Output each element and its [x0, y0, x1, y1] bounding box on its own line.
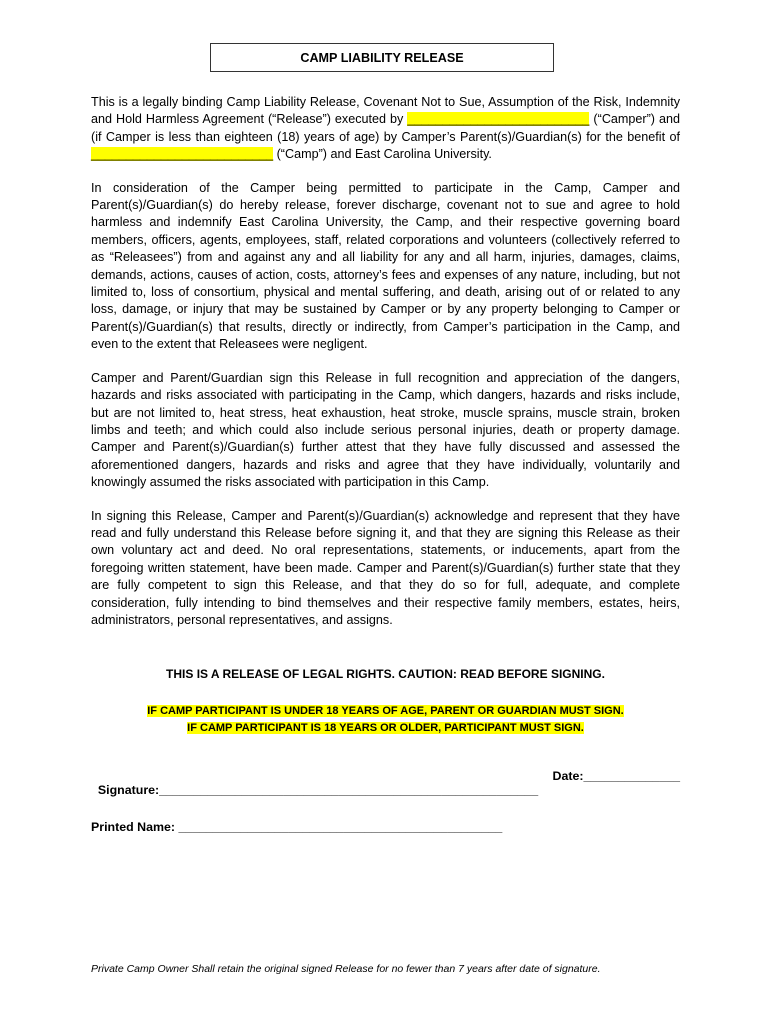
release-body: [91, 94, 680, 645]
signature-field[interactable]: Signature:_______________________________________________________: [97, 783, 539, 797]
camp-name-blank[interactable]: __________________________: [91, 147, 274, 162]
document-title: CAMP LIABILITY RELEASE: [210, 43, 554, 72]
paragraph-acknowledgement: In signing this Release, Camper and Parent(s)/Guardian(s) acknowledge and represent that they have read and fully understand this Release before signing it, and that they are signing this Release as their own voluntary act and deed. No oral representations, statements, or inducements, apart from the foregoing written statement, have been made. Camper and Parent(s)/Guardian(s) further state that they are fully competent to sign this Release, and that they do so for full, adequate, and complete consideration, fully intending to bind themselves and their respective family members, estates, heirs, administrators, personal representatives, and assigns.: [91, 508, 680, 627]
caution-heading: THIS IS A RELEASE OF LEGAL RIGHTS. CAUTION: READ BEFORE SIGNING.: [166, 667, 605, 681]
warning-under-18: IF CAMP PARTICIPANT IS UNDER 18 YEARS OF AGE, PARENT OR GUARDIAN MUST SIGN.: [147, 705, 624, 717]
paragraph-consideration: In consideration of the Camper being permitted to participate in the Camp, Camper and Parent(s)/Guardian(s) do hereby release, forever discharge, covenant not to sue and agree to hold harmless and indemnify East Carolina University, the Camp, and their respective governing board members, officers, agents, employees, staff, related corporations and volunteers (collectively referred to as “Releasees”) from and against any and all liability for any and all harm, injuries, damages, claims, demands, actions, causes of action, costs, attorney’s fees and expenses of any nature, including, but not limited to, loss of consortium, physical and mental suffering, and death, arising out of or related to any loss, damage, or injury that may be sustained by Camper or by any property belonging to Camper or Parent(s)/Guardian(s) that results, directly or indirectly, from Camper’s participation in the Camp, and even to the extent that Releasees were negligent.: [91, 180, 680, 352]
agreement-text-1: This is a legally binding Camp Liability Release, Covenant Not to Sue, Assumption of the Risk, Indemnity and Hold Harmless Agreement (“Release”) executed by: [91, 95, 680, 127]
paragraph-agreement: [91, 94, 680, 164]
printed-name-field[interactable]: Printed Name: _______________________________________________: [91, 820, 503, 834]
retention-footer: Private Camp Owner Shall retain the original signed Release for no fewer than 7 years after date of signature.: [91, 963, 601, 975]
agreement-text-3: (“Camp”) and East Carolina University.: [273, 147, 492, 162]
signature-row: [91, 769, 680, 811]
warning-18-or-older: IF CAMP PARTICIPANT IS 18 YEARS OR OLDER, PARTICIPANT MUST SIGN.: [187, 721, 584, 734]
signing-warning: [91, 703, 680, 736]
camper-name-blank[interactable]: __________________________: [407, 112, 590, 127]
paragraph-risks: Camper and Parent/Guardian sign this Release in full recognition and appreciation of the dangers, hazards and risks associated with participating in the Camp, which dangers, hazards and risks include, but are not limited to, heat stress, heat exhaustion, heat stroke, muscle sprains, muscle strain, broken limbs and teeth; and which could also include serious personal injuries, death or property damage. Camper and Parent(s)/Guardian(s) further attest that they have fully discussed and assessed the aforementioned dangers, hazards and risks and agree that they have individually, voluntarily and knowingly assumed the risks associated with participation in this Camp.: [91, 370, 680, 490]
agreement-text-2: (“Camper”) and (if Camper is less than eighteen (18) years of age) by Camper’s Parent(s)/Guardian(s) for the benefit of: [91, 112, 680, 144]
date-field[interactable]: Date:______________: [552, 769, 680, 783]
